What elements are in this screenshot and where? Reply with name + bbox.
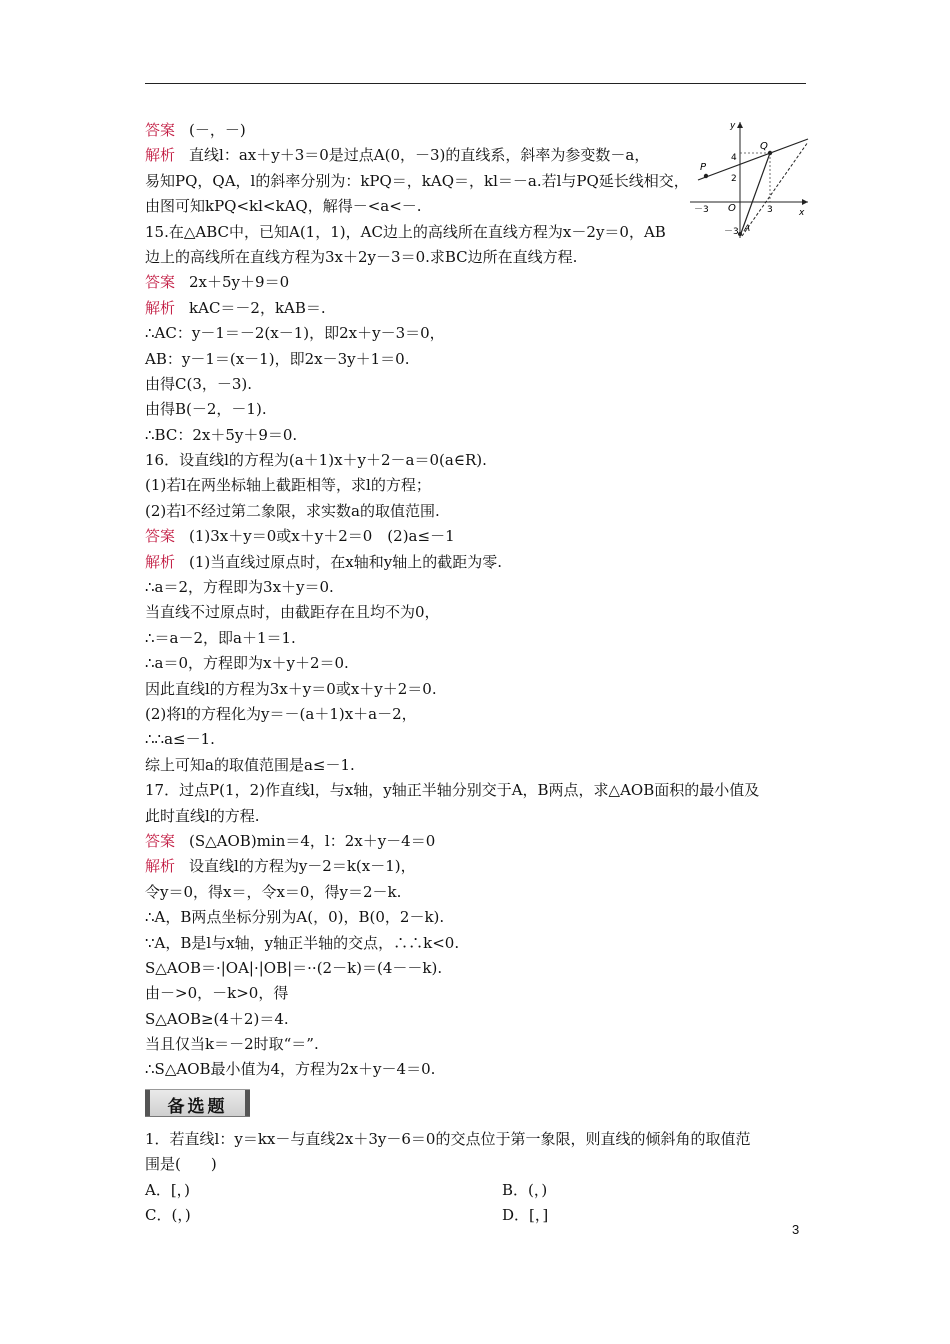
top-analysis-line-3: 由图可知kPQ<kl<kAQ，解得－<a<－. <box>145 197 422 216</box>
answer-tag: 答案 <box>145 527 176 546</box>
top-answer-line <box>145 118 675 143</box>
mcq-options-row-1 <box>145 1178 810 1203</box>
answer-text: 2x＋5y＋9＝0 <box>189 273 290 292</box>
q16-analysis <box>145 550 810 575</box>
option-a: A．[，) <box>145 1180 191 1199</box>
analysis-text: 设直线l的方程为y－2＝k(x－1)， <box>189 857 416 876</box>
q16-line: ∴a＝0，方程即为x＋y＋2＝0. <box>145 654 349 673</box>
q17-line: 当且仅当k＝－2时取“＝”. <box>145 1035 319 1054</box>
q17-analysis <box>145 854 810 879</box>
mcq-options-row-2 <box>145 1203 810 1228</box>
option-d: D．[，] <box>502 1206 549 1225</box>
q15-answer <box>145 270 810 295</box>
q17-line: ∴S△AOB最小值为4，方程为2x＋y－4＝0. <box>145 1060 436 1079</box>
tick-neg3-x: －3 <box>694 205 709 215</box>
label-a: A <box>744 224 751 234</box>
label-p: P <box>700 162 707 173</box>
analysis-text: 直线l：ax＋y＋3＝0是过点A(0，－3)的直线系，斜率为参变数－a， <box>189 146 650 165</box>
q17-line: S△AOB＝·|OA|·|OB|＝··(2－k)＝(4－－k). <box>145 958 443 977</box>
q16-line: ∴a＝2，方程即为3x＋y＝0. <box>145 578 334 597</box>
answer-text: (S△AOB)min＝4，l：2x＋y－4＝0 <box>189 831 436 850</box>
top-analysis-line-1 <box>145 143 675 168</box>
option-b: B．(，) <box>502 1180 548 1199</box>
top-analysis-line-2: 易知PQ，QA，l的斜率分别为：kPQ＝，kAQ＝，kl＝－a.若l与PQ延长线相交， <box>145 171 689 190</box>
q17-line: 令y＝0，得x＝，令x＝0，得y＝2－k. <box>145 882 402 901</box>
analysis-tag: 解析 <box>145 857 176 876</box>
q17-line: S△AOB≥(4＋2)＝4. <box>145 1009 289 1028</box>
page-content <box>145 118 810 1228</box>
q17-line: 由－>0，－k>0，得 <box>145 984 289 1003</box>
option-c: C．(，) <box>145 1206 191 1225</box>
q15-line: 由得B(－2，－1). <box>145 400 267 419</box>
answer-tag: 答案 <box>145 121 176 139</box>
label-q: Q <box>760 141 768 152</box>
label-x: x <box>799 208 805 218</box>
q16-stem: (1)若l在两坐标轴上截距相等，求l的方程； <box>145 476 431 495</box>
page-number: 3 <box>792 1222 800 1237</box>
analysis-tag: 解析 <box>145 552 176 571</box>
tick-4: 4 <box>731 153 737 163</box>
analysis-tag: 解析 <box>145 146 176 165</box>
section-banner <box>145 1089 250 1117</box>
mcq-stem: 1．若直线l：y＝kx－与直线2x＋3y－6＝0的交点位于第一象限，则直线的倾斜角的取值范 <box>145 1129 751 1148</box>
q16-stem: 16．设直线l的方程为(a＋1)x＋y＋2－a＝0(a∈R). <box>145 451 487 470</box>
q15-line: ∴AC：y－1＝－2(x－1)，即2x＋y－3＝0， <box>145 324 445 343</box>
label-y: y <box>730 121 736 131</box>
q15-stem-2: 边上的高线所在直线方程为3x＋2y－3＝0.求BC边所在直线方程. <box>145 247 578 266</box>
tick-neg3-y: －3 <box>724 227 739 237</box>
q15-line: ∴BC：2x＋5y＋9＝0. <box>145 425 298 444</box>
header-rule <box>145 83 806 84</box>
answer-text: (1)3x＋y＝0或x＋y＋2＝0 (2)a≤－1 <box>189 527 455 546</box>
label-o: O <box>728 203 736 214</box>
answer-tag: 答案 <box>145 273 176 292</box>
banner-right-bar <box>245 1090 250 1116</box>
answer-tag: 答案 <box>145 831 176 850</box>
tick-2: 2 <box>731 174 737 184</box>
q16-line: 当直线不过原点时，由截距存在且均不为0， <box>145 603 440 622</box>
q17-line: ∵A，B是l与x轴，y轴正半轴的交点，∴∴k<0. <box>145 933 460 952</box>
q17-stem: 此时直线l的方程. <box>145 806 260 825</box>
q15-analysis <box>145 296 810 321</box>
q16-line: 因此直线l的方程为3x＋y＝0或x＋y＋2＝0. <box>145 679 437 698</box>
analysis-tag: 解析 <box>145 298 176 317</box>
tick-3-x: 3 <box>767 205 773 215</box>
analysis-text: (1)当直线过原点时，在x轴和y轴上的截距为零. <box>189 552 502 571</box>
q17-line: ∴A，B两点坐标分别为A(，0)，B(0，2－k). <box>145 908 445 927</box>
section-title: 备选题 <box>167 1096 228 1117</box>
q16-line: 综上可知a的取值范围是a≤－1. <box>145 755 355 774</box>
q16-line: ∴＝a－2，即a＋1＝1. <box>145 628 296 647</box>
analysis-text: kAC＝－2，kAB＝. <box>189 298 326 317</box>
q17-stem: 17．过点P(1，2)作直线l，与x轴，y轴正半轴分别交于A，B两点，求△AOB面积的最小值及 <box>145 781 760 800</box>
q16-stem: (2)若l不经过第二象限，求实数a的取值范围. <box>145 501 440 520</box>
q16-line: ∴∴a≤－1. <box>145 730 215 749</box>
q16-line: (2)将l的方程化为y＝－(a＋1)x＋a－2， <box>145 704 417 723</box>
q15-line: 由得C(3，－3). <box>145 374 253 393</box>
answer-text: (－，－) <box>189 121 246 139</box>
q17-answer <box>145 829 810 854</box>
q16-answer <box>145 524 810 549</box>
mcq-stem: 围是( ) <box>145 1155 217 1174</box>
q15-stem-1: 15.在△ABC中，已知A(1，1)，AC边上的高线所在直线方程为x－2y＝0，AB <box>145 222 666 241</box>
q15-line: AB：y－1＝(x－1)，即2x－3y＋1＝0. <box>145 349 410 368</box>
